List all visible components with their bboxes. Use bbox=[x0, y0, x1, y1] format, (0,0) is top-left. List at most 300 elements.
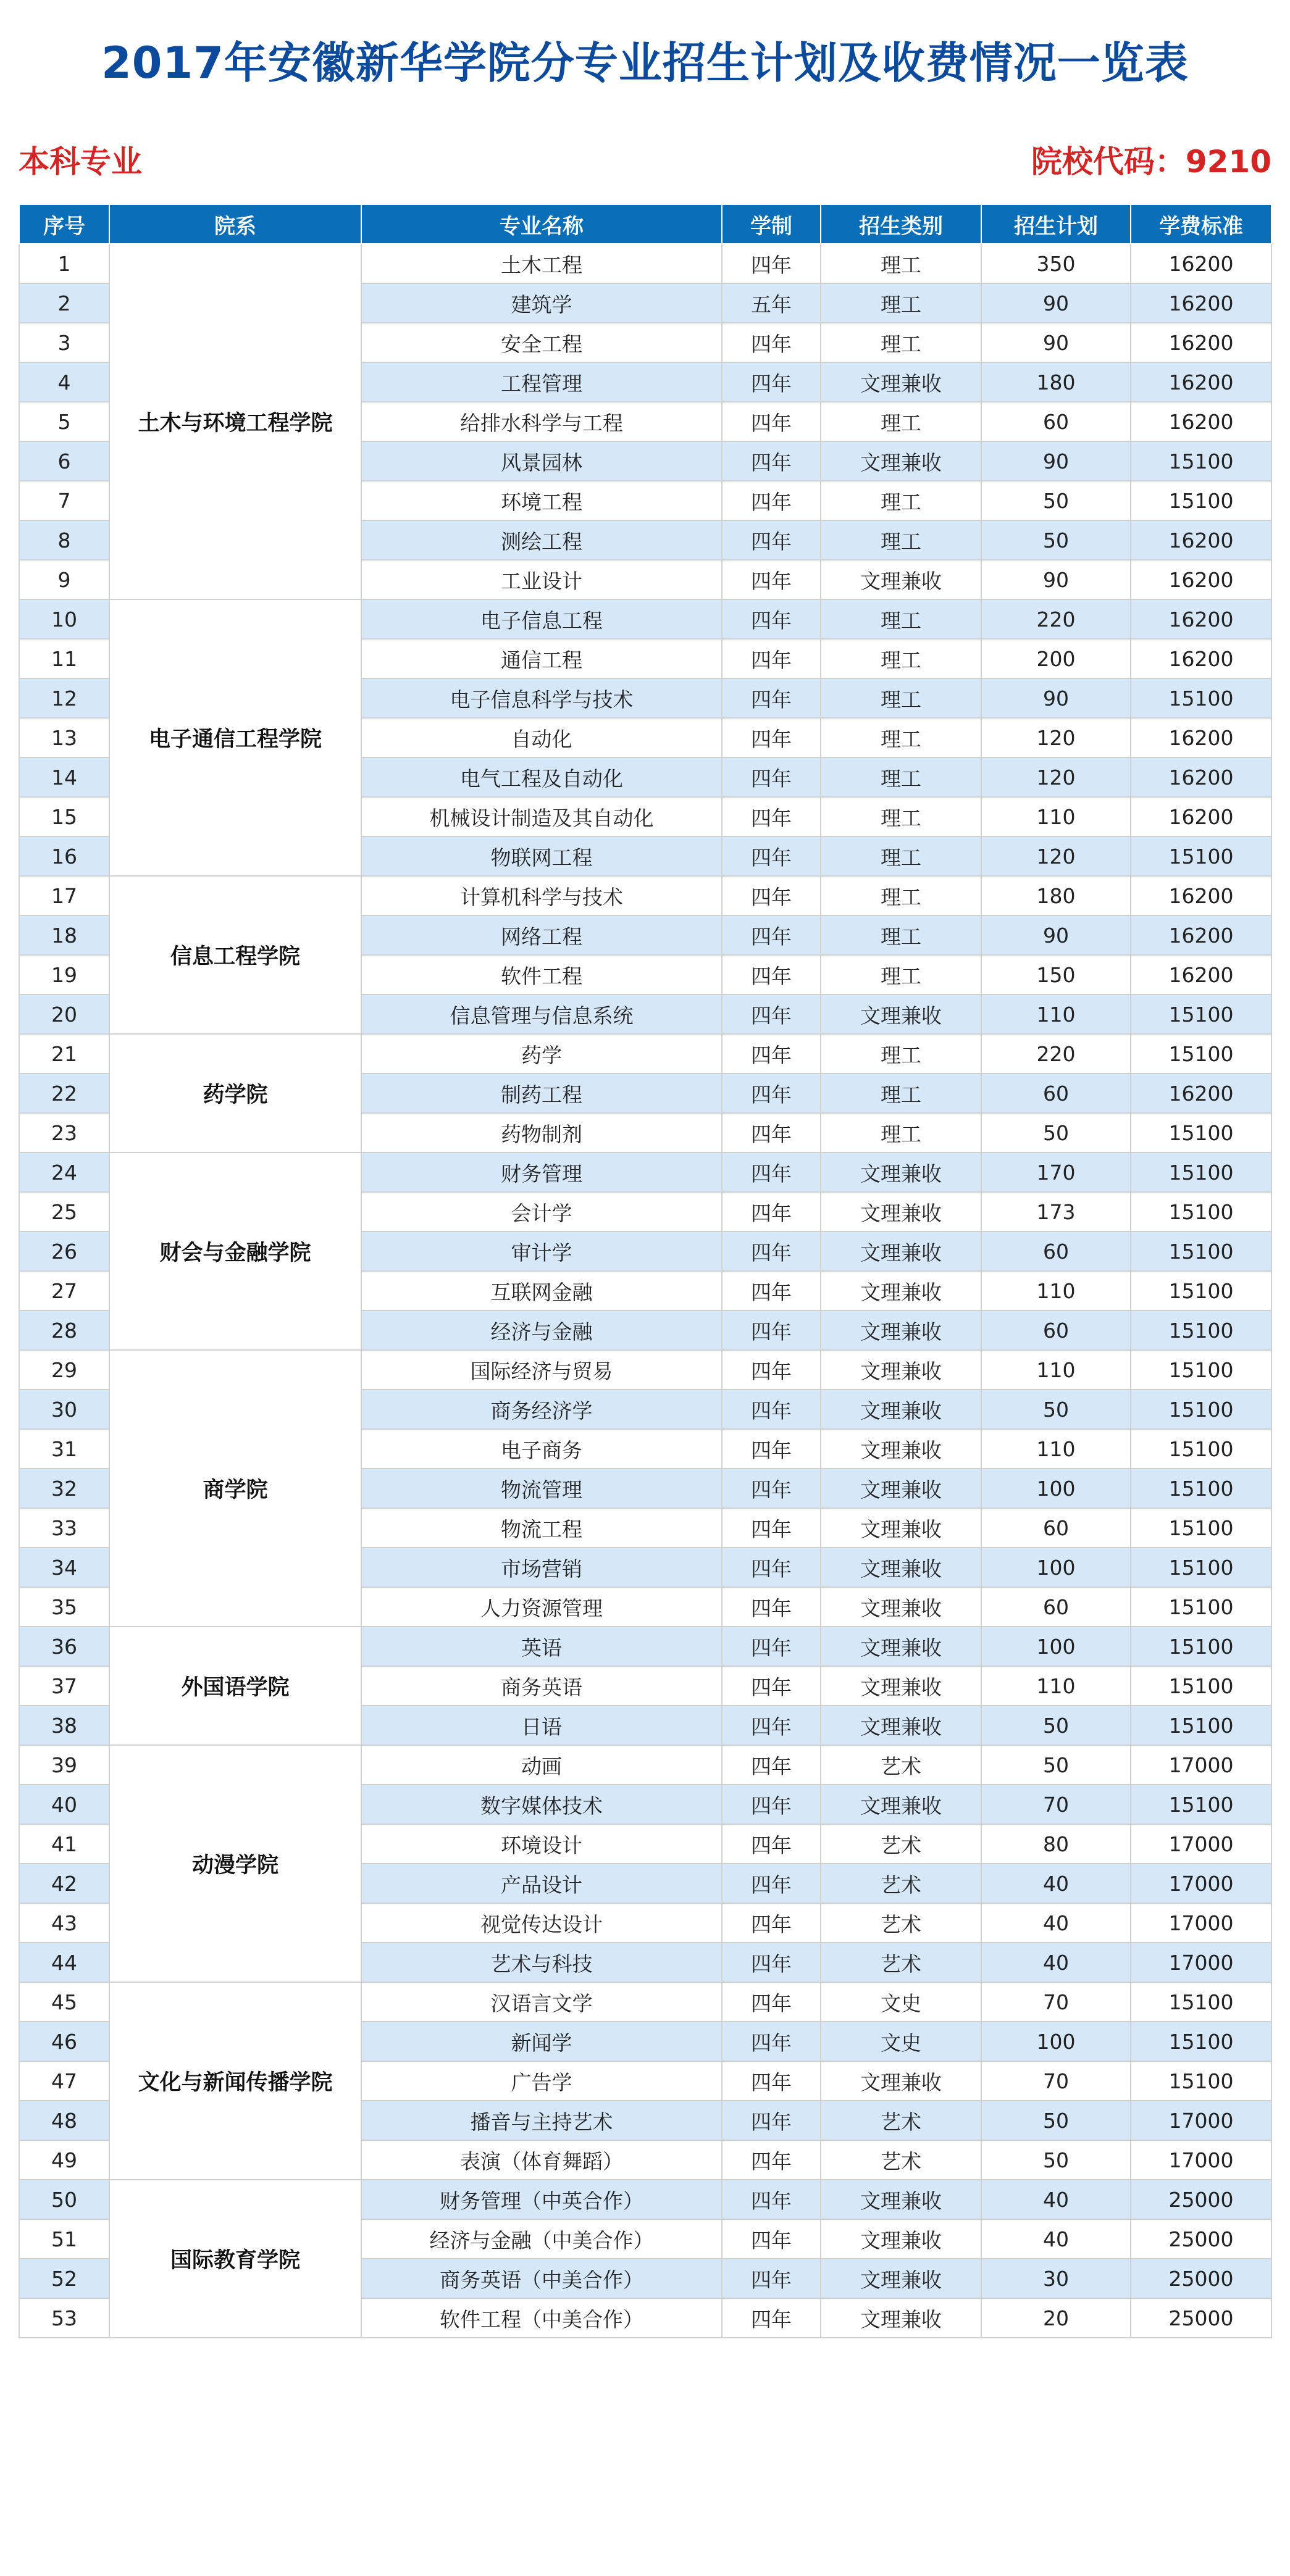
cell-category: 理工 bbox=[821, 915, 981, 955]
department-name: 药学院 bbox=[109, 1034, 361, 1153]
cell-duration: 四年 bbox=[722, 441, 821, 481]
cell-category: 文理兼收 bbox=[821, 1192, 981, 1232]
cell-major: 新闻学 bbox=[361, 2022, 722, 2061]
school-code: 院校代码：9210 bbox=[1031, 144, 1271, 180]
cell-category: 文理兼收 bbox=[821, 1232, 981, 1271]
table-row bbox=[19, 1627, 1271, 1666]
cell-tuition: 16200 bbox=[1131, 876, 1271, 915]
department-name: 电子通信工程学院 bbox=[109, 599, 361, 876]
cell-duration: 四年 bbox=[722, 1824, 821, 1864]
cell-tuition: 16200 bbox=[1131, 1073, 1271, 1113]
cell-duration: 四年 bbox=[722, 1232, 821, 1271]
cell-category: 文理兼收 bbox=[821, 1587, 981, 1627]
cell-plan: 50 bbox=[981, 2140, 1131, 2180]
cell-major: 电气工程及自动化 bbox=[361, 757, 722, 797]
department-name: 财会与金融学院 bbox=[109, 1153, 361, 1350]
cell-duration: 四年 bbox=[722, 1192, 821, 1232]
cell-index: 6 bbox=[19, 441, 109, 481]
cell-duration: 四年 bbox=[722, 2259, 821, 2298]
cell-major: 财务管理 bbox=[361, 1153, 722, 1192]
cell-index: 18 bbox=[19, 915, 109, 955]
cell-plan: 50 bbox=[981, 520, 1131, 560]
cell-tuition: 16200 bbox=[1131, 283, 1271, 323]
cell-plan: 180 bbox=[981, 362, 1131, 402]
cell-category: 理工 bbox=[821, 955, 981, 994]
cell-tuition: 15100 bbox=[1131, 1982, 1271, 2022]
cell-plan: 50 bbox=[981, 1745, 1131, 1785]
cell-duration: 四年 bbox=[722, 1864, 821, 1903]
cell-duration: 四年 bbox=[722, 1587, 821, 1627]
cell-index: 25 bbox=[19, 1192, 109, 1232]
cell-plan: 50 bbox=[981, 1706, 1131, 1745]
cell-tuition: 15100 bbox=[1131, 2022, 1271, 2061]
cell-category: 文理兼收 bbox=[821, 1390, 981, 1429]
cell-duration: 五年 bbox=[722, 283, 821, 323]
cell-duration: 四年 bbox=[722, 402, 821, 441]
cell-index: 23 bbox=[19, 1113, 109, 1153]
cell-major: 信息管理与信息系统 bbox=[361, 994, 722, 1034]
cell-index: 51 bbox=[19, 2219, 109, 2259]
department-name: 国际教育学院 bbox=[109, 2180, 361, 2338]
cell-index: 47 bbox=[19, 2061, 109, 2101]
cell-tuition: 16200 bbox=[1131, 915, 1271, 955]
cell-duration: 四年 bbox=[722, 1745, 821, 1785]
cell-index: 19 bbox=[19, 955, 109, 994]
cell-major: 网络工程 bbox=[361, 915, 722, 955]
cell-major: 自动化 bbox=[361, 718, 722, 757]
cell-tuition: 16200 bbox=[1131, 244, 1271, 283]
cell-major: 物流管理 bbox=[361, 1469, 722, 1508]
cell-plan: 173 bbox=[981, 1192, 1131, 1232]
cell-tuition: 15100 bbox=[1131, 2061, 1271, 2101]
cell-duration: 四年 bbox=[722, 2140, 821, 2180]
cell-duration: 四年 bbox=[722, 244, 821, 283]
cell-plan: 60 bbox=[981, 1232, 1131, 1271]
cell-plan: 60 bbox=[981, 1073, 1131, 1113]
category-label: 本科专业 bbox=[19, 144, 142, 180]
department-name: 信息工程学院 bbox=[109, 876, 361, 1034]
cell-plan: 50 bbox=[981, 481, 1131, 520]
cell-major: 软件工程 bbox=[361, 955, 722, 994]
cell-tuition: 16200 bbox=[1131, 639, 1271, 678]
cell-index: 2 bbox=[19, 283, 109, 323]
cell-plan: 100 bbox=[981, 2022, 1131, 2061]
cell-duration: 四年 bbox=[722, 836, 821, 876]
cell-category: 文理兼收 bbox=[821, 560, 981, 599]
cell-tuition: 25000 bbox=[1131, 2180, 1271, 2219]
cell-category: 文理兼收 bbox=[821, 1706, 981, 1745]
cell-plan: 120 bbox=[981, 757, 1131, 797]
cell-index: 32 bbox=[19, 1469, 109, 1508]
cell-index: 52 bbox=[19, 2259, 109, 2298]
cell-index: 5 bbox=[19, 402, 109, 441]
cell-index: 21 bbox=[19, 1034, 109, 1073]
header-plan: 招生计划 bbox=[981, 204, 1131, 244]
cell-plan: 60 bbox=[981, 1508, 1131, 1548]
cell-category: 文理兼收 bbox=[821, 362, 981, 402]
cell-major: 审计学 bbox=[361, 1232, 722, 1271]
cell-tuition: 16200 bbox=[1131, 323, 1271, 362]
cell-index: 24 bbox=[19, 1153, 109, 1192]
cell-tuition: 17000 bbox=[1131, 1903, 1271, 1943]
cell-index: 40 bbox=[19, 1785, 109, 1824]
header-major: 专业名称 bbox=[361, 204, 722, 244]
cell-index: 9 bbox=[19, 560, 109, 599]
page-title: 2017年安徽新华学院分专业招生计划及收费情况一览表 bbox=[101, 38, 1189, 88]
cell-duration: 四年 bbox=[722, 797, 821, 836]
cell-category: 文理兼收 bbox=[821, 1311, 981, 1350]
cell-duration: 四年 bbox=[722, 1153, 821, 1192]
cell-major: 制药工程 bbox=[361, 1073, 722, 1113]
cell-index: 48 bbox=[19, 2101, 109, 2140]
cell-duration: 四年 bbox=[722, 1508, 821, 1548]
cell-category: 理工 bbox=[821, 836, 981, 876]
cell-tuition: 16200 bbox=[1131, 560, 1271, 599]
cell-index: 31 bbox=[19, 1429, 109, 1469]
cell-major: 经济与金融 bbox=[361, 1311, 722, 1350]
cell-duration: 四年 bbox=[722, 1073, 821, 1113]
table-row bbox=[19, 1153, 1271, 1192]
cell-category: 理工 bbox=[821, 718, 981, 757]
cell-category: 理工 bbox=[821, 797, 981, 836]
cell-major: 市场营销 bbox=[361, 1548, 722, 1587]
cell-category: 艺术 bbox=[821, 1824, 981, 1864]
cell-major: 艺术与科技 bbox=[361, 1943, 722, 1982]
cell-index: 20 bbox=[19, 994, 109, 1034]
cell-plan: 220 bbox=[981, 599, 1131, 639]
cell-category: 理工 bbox=[821, 757, 981, 797]
cell-index: 4 bbox=[19, 362, 109, 402]
cell-index: 22 bbox=[19, 1073, 109, 1113]
cell-tuition: 15100 bbox=[1131, 481, 1271, 520]
cell-tuition: 15100 bbox=[1131, 1192, 1271, 1232]
cell-duration: 四年 bbox=[722, 2219, 821, 2259]
cell-index: 33 bbox=[19, 1508, 109, 1548]
cell-duration: 四年 bbox=[722, 2022, 821, 2061]
cell-category: 文理兼收 bbox=[821, 2219, 981, 2259]
cell-major: 表演（体育舞蹈） bbox=[361, 2140, 722, 2180]
cell-major: 财务管理（中英合作） bbox=[361, 2180, 722, 2219]
cell-tuition: 15100 bbox=[1131, 1429, 1271, 1469]
cell-category: 文理兼收 bbox=[821, 2298, 981, 2338]
cell-tuition: 15100 bbox=[1131, 1232, 1271, 1271]
cell-index: 41 bbox=[19, 1824, 109, 1864]
cell-plan: 70 bbox=[981, 1785, 1131, 1824]
cell-duration: 四年 bbox=[722, 757, 821, 797]
cell-major: 数字媒体技术 bbox=[361, 1785, 722, 1824]
cell-index: 12 bbox=[19, 678, 109, 718]
cell-index: 35 bbox=[19, 1587, 109, 1627]
cell-tuition: 15100 bbox=[1131, 994, 1271, 1034]
cell-major: 电子信息科学与技术 bbox=[361, 678, 722, 718]
cell-index: 29 bbox=[19, 1350, 109, 1390]
cell-tuition: 15100 bbox=[1131, 1548, 1271, 1587]
cell-index: 15 bbox=[19, 797, 109, 836]
cell-major: 环境设计 bbox=[361, 1824, 722, 1864]
cell-category: 文史 bbox=[821, 1982, 981, 2022]
cell-major: 物联网工程 bbox=[361, 836, 722, 876]
cell-plan: 110 bbox=[981, 1350, 1131, 1390]
cell-plan: 90 bbox=[981, 441, 1131, 481]
cell-category: 文理兼收 bbox=[821, 1785, 981, 1824]
cell-plan: 350 bbox=[981, 244, 1131, 283]
cell-plan: 200 bbox=[981, 639, 1131, 678]
cell-duration: 四年 bbox=[722, 1034, 821, 1073]
cell-category: 文理兼收 bbox=[821, 1666, 981, 1706]
cell-plan: 50 bbox=[981, 1390, 1131, 1429]
cell-index: 45 bbox=[19, 1982, 109, 2022]
cell-plan: 110 bbox=[981, 994, 1131, 1034]
cell-duration: 四年 bbox=[722, 915, 821, 955]
cell-index: 49 bbox=[19, 2140, 109, 2180]
cell-category: 文理兼收 bbox=[821, 1548, 981, 1587]
cell-major: 电子商务 bbox=[361, 1429, 722, 1469]
cell-category: 文理兼收 bbox=[821, 441, 981, 481]
cell-index: 11 bbox=[19, 639, 109, 678]
cell-duration: 四年 bbox=[722, 1429, 821, 1469]
cell-category: 理工 bbox=[821, 283, 981, 323]
table-row bbox=[19, 2180, 1271, 2219]
cell-plan: 150 bbox=[981, 955, 1131, 994]
cell-plan: 110 bbox=[981, 1666, 1131, 1706]
cell-category: 艺术 bbox=[821, 2101, 981, 2140]
cell-category: 艺术 bbox=[821, 1903, 981, 1943]
cell-category: 文理兼收 bbox=[821, 2061, 981, 2101]
cell-plan: 40 bbox=[981, 1903, 1131, 1943]
cell-tuition: 15100 bbox=[1131, 678, 1271, 718]
cell-duration: 四年 bbox=[722, 1706, 821, 1745]
cell-duration: 四年 bbox=[722, 481, 821, 520]
cell-index: 1 bbox=[19, 244, 109, 283]
cell-plan: 60 bbox=[981, 402, 1131, 441]
cell-category: 理工 bbox=[821, 639, 981, 678]
cell-duration: 四年 bbox=[722, 1271, 821, 1311]
cell-major: 人力资源管理 bbox=[361, 1587, 722, 1627]
enrollment-plan-table bbox=[19, 204, 1272, 2338]
cell-plan: 180 bbox=[981, 876, 1131, 915]
department-name: 土木与环境工程学院 bbox=[109, 244, 361, 599]
cell-tuition: 25000 bbox=[1131, 2259, 1271, 2298]
cell-index: 39 bbox=[19, 1745, 109, 1785]
cell-plan: 120 bbox=[981, 718, 1131, 757]
cell-plan: 40 bbox=[981, 1943, 1131, 1982]
cell-category: 文史 bbox=[821, 2022, 981, 2061]
cell-duration: 四年 bbox=[722, 876, 821, 915]
table-row bbox=[19, 599, 1271, 639]
cell-major: 计算机科学与技术 bbox=[361, 876, 722, 915]
department-name: 文化与新闻传播学院 bbox=[109, 1982, 361, 2180]
cell-plan: 90 bbox=[981, 560, 1131, 599]
cell-tuition: 25000 bbox=[1131, 2298, 1271, 2338]
cell-plan: 30 bbox=[981, 2259, 1131, 2298]
cell-category: 理工 bbox=[821, 323, 981, 362]
cell-major: 药物制剂 bbox=[361, 1113, 722, 1153]
cell-major: 日语 bbox=[361, 1706, 722, 1745]
cell-plan: 40 bbox=[981, 1864, 1131, 1903]
cell-plan: 90 bbox=[981, 283, 1131, 323]
cell-tuition: 15100 bbox=[1131, 1034, 1271, 1073]
cell-major: 风景园林 bbox=[361, 441, 722, 481]
cell-category: 文理兼收 bbox=[821, 1508, 981, 1548]
cell-major: 互联网金融 bbox=[361, 1271, 722, 1311]
cell-duration: 四年 bbox=[722, 323, 821, 362]
cell-tuition: 16200 bbox=[1131, 757, 1271, 797]
cell-plan: 80 bbox=[981, 1824, 1131, 1864]
cell-duration: 四年 bbox=[722, 994, 821, 1034]
cell-major: 播音与主持艺术 bbox=[361, 2101, 722, 2140]
cell-major: 药学 bbox=[361, 1034, 722, 1073]
cell-category: 文理兼收 bbox=[821, 1469, 981, 1508]
cell-category: 艺术 bbox=[821, 1864, 981, 1903]
cell-major: 环境工程 bbox=[361, 481, 722, 520]
cell-major: 商务经济学 bbox=[361, 1390, 722, 1429]
cell-major: 给排水科学与工程 bbox=[361, 402, 722, 441]
cell-tuition: 17000 bbox=[1131, 1864, 1271, 1903]
cell-major: 软件工程（中美合作） bbox=[361, 2298, 722, 2338]
cell-index: 44 bbox=[19, 1943, 109, 1982]
table-row bbox=[19, 1982, 1271, 2022]
cell-major: 建筑学 bbox=[361, 283, 722, 323]
department-name: 动漫学院 bbox=[109, 1745, 361, 1982]
cell-tuition: 15100 bbox=[1131, 1350, 1271, 1390]
cell-category: 文理兼收 bbox=[821, 1429, 981, 1469]
cell-tuition: 25000 bbox=[1131, 2219, 1271, 2259]
cell-index: 27 bbox=[19, 1271, 109, 1311]
cell-plan: 100 bbox=[981, 1469, 1131, 1508]
cell-category: 文理兼收 bbox=[821, 1271, 981, 1311]
cell-plan: 110 bbox=[981, 1271, 1131, 1311]
cell-tuition: 15100 bbox=[1131, 1587, 1271, 1627]
cell-tuition: 17000 bbox=[1131, 1745, 1271, 1785]
cell-duration: 四年 bbox=[722, 1785, 821, 1824]
department-name: 外国语学院 bbox=[109, 1627, 361, 1745]
cell-duration: 四年 bbox=[722, 718, 821, 757]
cell-category: 理工 bbox=[821, 678, 981, 718]
cell-major: 广告学 bbox=[361, 2061, 722, 2101]
cell-duration: 四年 bbox=[722, 2298, 821, 2338]
cell-tuition: 15100 bbox=[1131, 1508, 1271, 1548]
cell-tuition: 17000 bbox=[1131, 2140, 1271, 2180]
cell-duration: 四年 bbox=[722, 1666, 821, 1706]
table-row bbox=[19, 244, 1271, 283]
cell-duration: 四年 bbox=[722, 362, 821, 402]
cell-tuition: 15100 bbox=[1131, 1469, 1271, 1508]
header-index: 序号 bbox=[19, 204, 109, 244]
table-row bbox=[19, 1034, 1271, 1073]
cell-index: 42 bbox=[19, 1864, 109, 1903]
cell-category: 艺术 bbox=[821, 2140, 981, 2180]
cell-category: 理工 bbox=[821, 481, 981, 520]
cell-tuition: 16200 bbox=[1131, 402, 1271, 441]
cell-category: 文理兼收 bbox=[821, 1627, 981, 1666]
cell-category: 艺术 bbox=[821, 1943, 981, 1982]
cell-category: 理工 bbox=[821, 1113, 981, 1153]
cell-tuition: 16200 bbox=[1131, 599, 1271, 639]
cell-index: 16 bbox=[19, 836, 109, 876]
cell-major: 英语 bbox=[361, 1627, 722, 1666]
cell-index: 43 bbox=[19, 1903, 109, 1943]
cell-category: 理工 bbox=[821, 1034, 981, 1073]
cell-major: 土木工程 bbox=[361, 244, 722, 283]
cell-tuition: 15100 bbox=[1131, 1390, 1271, 1429]
cell-category: 理工 bbox=[821, 402, 981, 441]
cell-plan: 40 bbox=[981, 2219, 1131, 2259]
cell-tuition: 17000 bbox=[1131, 1824, 1271, 1864]
cell-tuition: 15100 bbox=[1131, 1785, 1271, 1824]
cell-index: 14 bbox=[19, 757, 109, 797]
cell-tuition: 16200 bbox=[1131, 955, 1271, 994]
cell-tuition: 15100 bbox=[1131, 1311, 1271, 1350]
cell-plan: 90 bbox=[981, 678, 1131, 718]
cell-index: 36 bbox=[19, 1627, 109, 1666]
cell-plan: 100 bbox=[981, 1548, 1131, 1587]
cell-duration: 四年 bbox=[722, 1548, 821, 1587]
cell-plan: 20 bbox=[981, 2298, 1131, 2338]
cell-major: 安全工程 bbox=[361, 323, 722, 362]
cell-major: 经济与金融（中美合作） bbox=[361, 2219, 722, 2259]
cell-plan: 70 bbox=[981, 2061, 1131, 2101]
cell-plan: 50 bbox=[981, 1113, 1131, 1153]
cell-plan: 90 bbox=[981, 323, 1131, 362]
cell-index: 28 bbox=[19, 1311, 109, 1350]
cell-duration: 四年 bbox=[722, 2180, 821, 2219]
cell-duration: 四年 bbox=[722, 2061, 821, 2101]
cell-tuition: 17000 bbox=[1131, 1943, 1271, 1982]
table-header-row bbox=[19, 204, 1271, 244]
cell-major: 通信工程 bbox=[361, 639, 722, 678]
cell-tuition: 15100 bbox=[1131, 1706, 1271, 1745]
cell-plan: 90 bbox=[981, 915, 1131, 955]
cell-index: 30 bbox=[19, 1390, 109, 1429]
cell-plan: 70 bbox=[981, 1982, 1131, 2022]
cell-duration: 四年 bbox=[722, 1943, 821, 1982]
cell-index: 50 bbox=[19, 2180, 109, 2219]
cell-plan: 110 bbox=[981, 1429, 1131, 1469]
cell-category: 理工 bbox=[821, 876, 981, 915]
header-category: 招生类别 bbox=[821, 204, 981, 244]
cell-major: 测绘工程 bbox=[361, 520, 722, 560]
cell-tuition: 15100 bbox=[1131, 1627, 1271, 1666]
cell-duration: 四年 bbox=[722, 955, 821, 994]
cell-duration: 四年 bbox=[722, 1113, 821, 1153]
cell-category: 文理兼收 bbox=[821, 2259, 981, 2298]
cell-tuition: 15100 bbox=[1131, 1113, 1271, 1153]
cell-major: 工程管理 bbox=[361, 362, 722, 402]
cell-plan: 120 bbox=[981, 836, 1131, 876]
cell-duration: 四年 bbox=[722, 1982, 821, 2022]
cell-index: 3 bbox=[19, 323, 109, 362]
cell-index: 37 bbox=[19, 1666, 109, 1706]
cell-major: 国际经济与贸易 bbox=[361, 1350, 722, 1390]
cell-category: 理工 bbox=[821, 599, 981, 639]
cell-index: 8 bbox=[19, 520, 109, 560]
cell-duration: 四年 bbox=[722, 678, 821, 718]
cell-duration: 四年 bbox=[722, 560, 821, 599]
cell-category: 艺术 bbox=[821, 1745, 981, 1785]
cell-tuition: 16200 bbox=[1131, 718, 1271, 757]
cell-tuition: 16200 bbox=[1131, 797, 1271, 836]
cell-index: 38 bbox=[19, 1706, 109, 1745]
department-name: 商学院 bbox=[109, 1350, 361, 1627]
cell-plan: 220 bbox=[981, 1034, 1131, 1073]
cell-plan: 170 bbox=[981, 1153, 1131, 1192]
cell-index: 53 bbox=[19, 2298, 109, 2338]
cell-plan: 60 bbox=[981, 1311, 1131, 1350]
cell-duration: 四年 bbox=[722, 1311, 821, 1350]
cell-plan: 60 bbox=[981, 1587, 1131, 1627]
cell-duration: 四年 bbox=[722, 1469, 821, 1508]
cell-tuition: 15100 bbox=[1131, 441, 1271, 481]
